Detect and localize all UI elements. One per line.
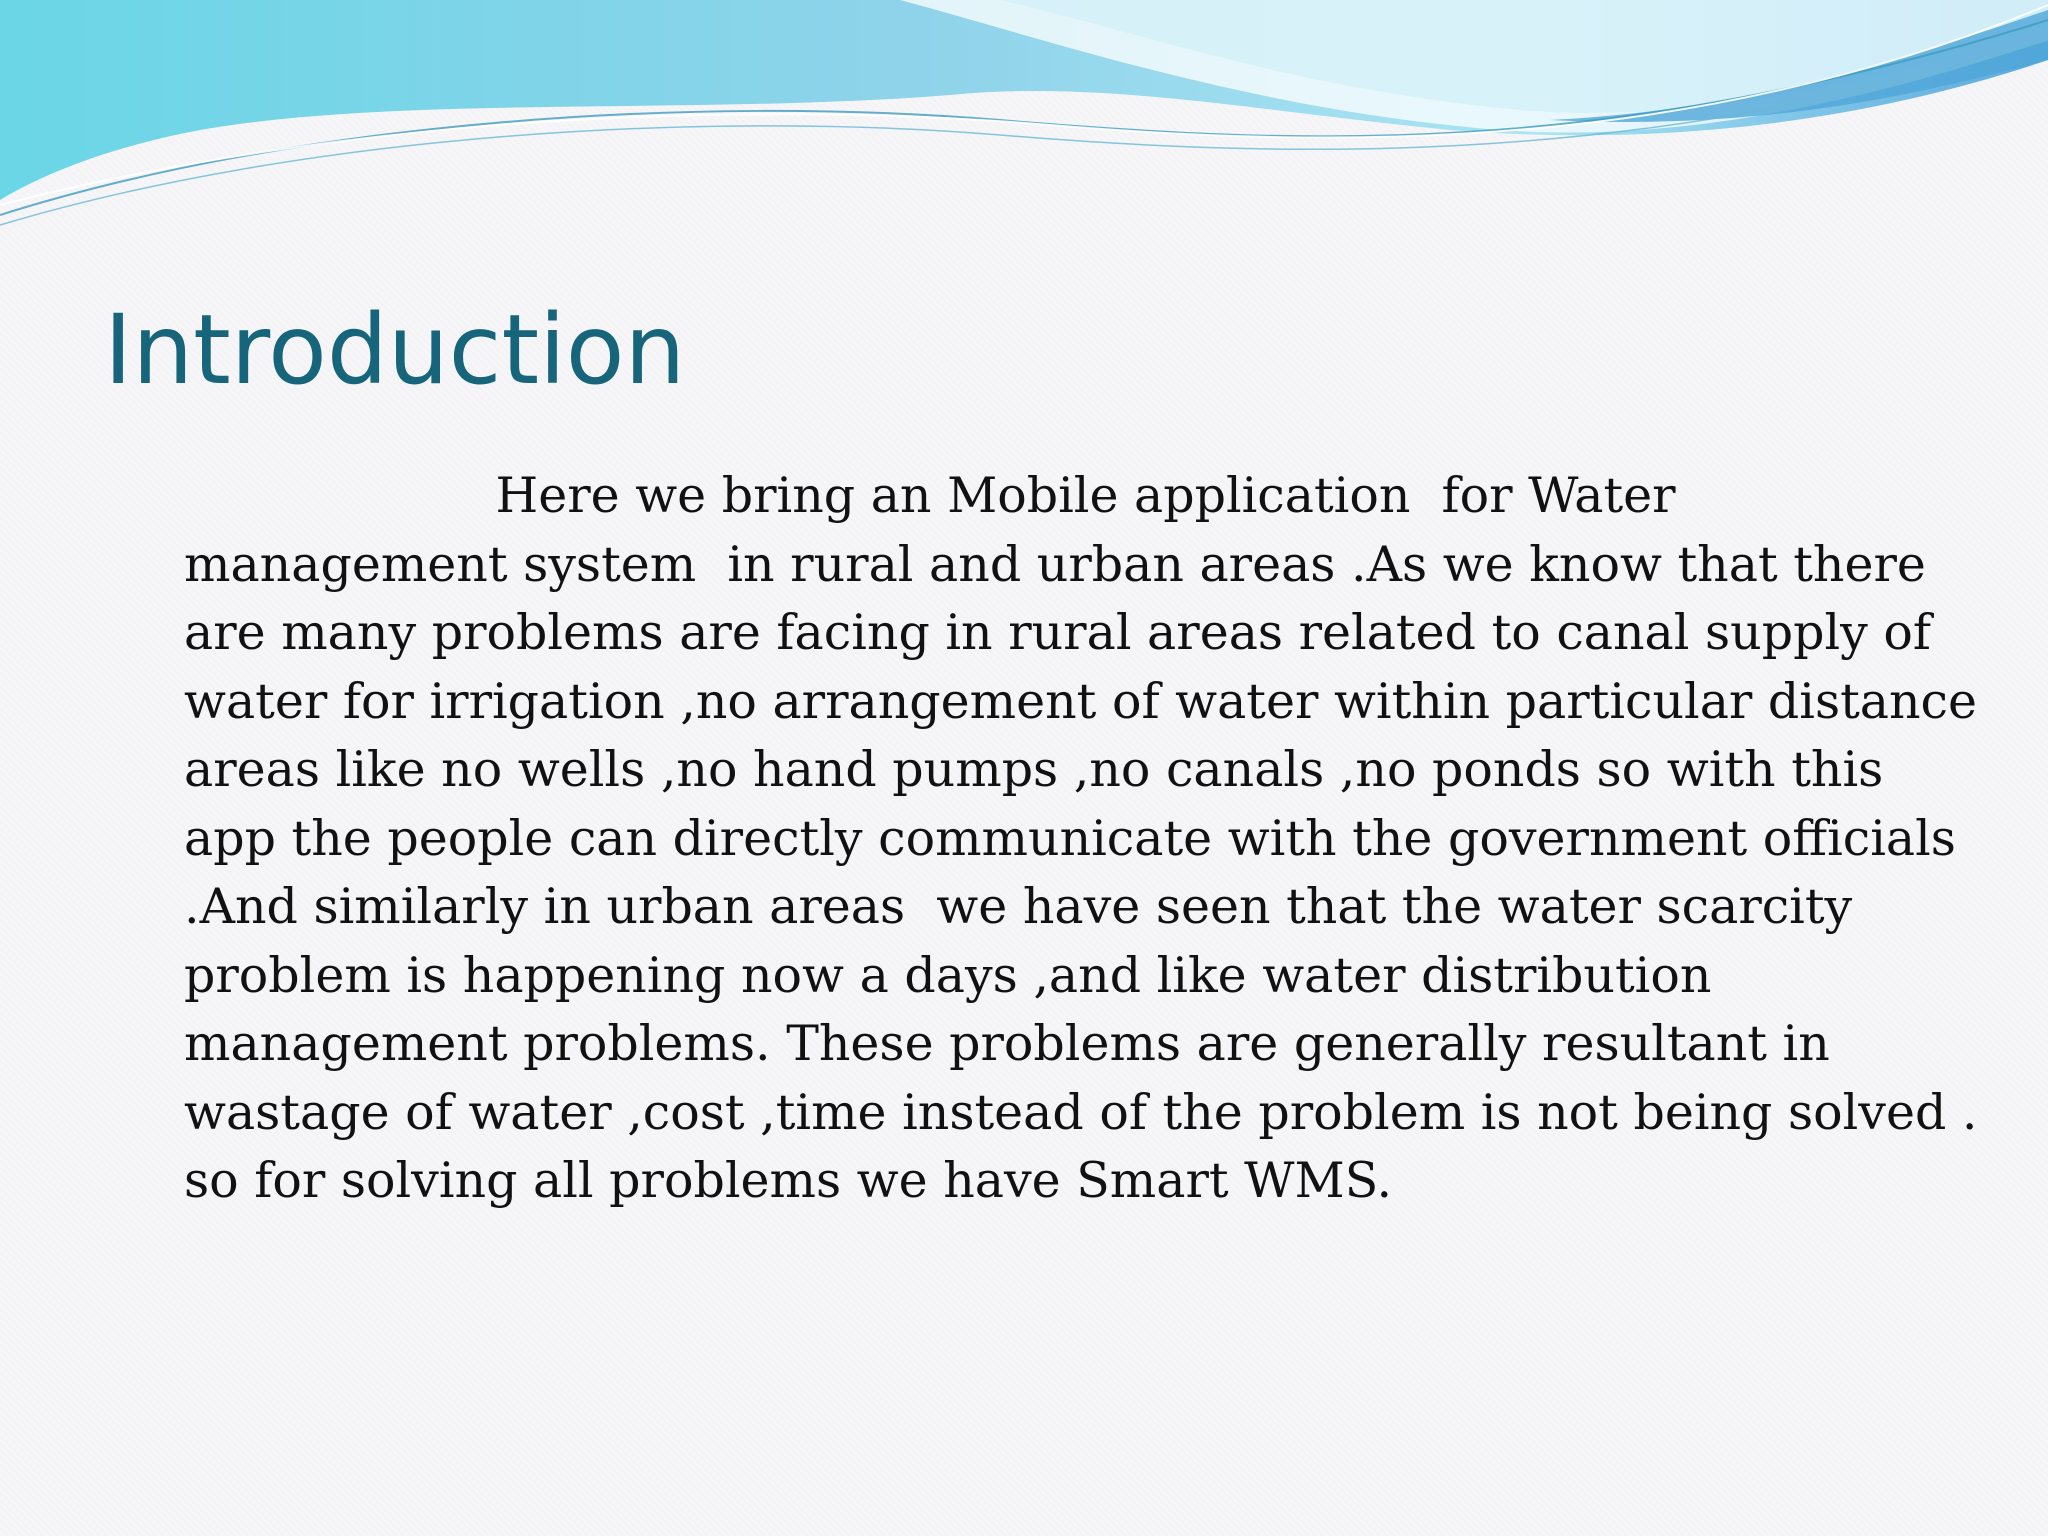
body-line: Here we bring an Mobile application for Water [184,467,1676,524]
body-line: areas like no wells ,no hand pumps ,no canals ,no ponds so with this [184,741,1884,798]
body-line: problem is happening now a days ,and like water distribution [184,946,1712,1004]
body-line: .And similarly in urban areas we have seen that the water scarcity [184,878,1853,935]
body-line: management problems. These problems are generally resultant in [184,1015,1830,1072]
body-line: management system in rural and urban areas .As we know that there [184,535,1926,593]
body-line: are many problems are facing in rural areas related to canal supply of [184,604,1932,661]
body-line: wastage of water ,cost ,time instead of the problem is not being solved . [184,1083,1978,1141]
body-line: water for irrigation ,no arrangement of water within particular distance [184,672,1977,730]
body-line: so for solving all problems we have Smart WMS. [184,1152,1393,1209]
slide-body-text [184,462,1978,1216]
header-wave-decoration [0,0,2048,240]
body-line: app the people can directly communicate with the government officials [184,809,1956,867]
slide-title: Introduction [104,294,686,406]
